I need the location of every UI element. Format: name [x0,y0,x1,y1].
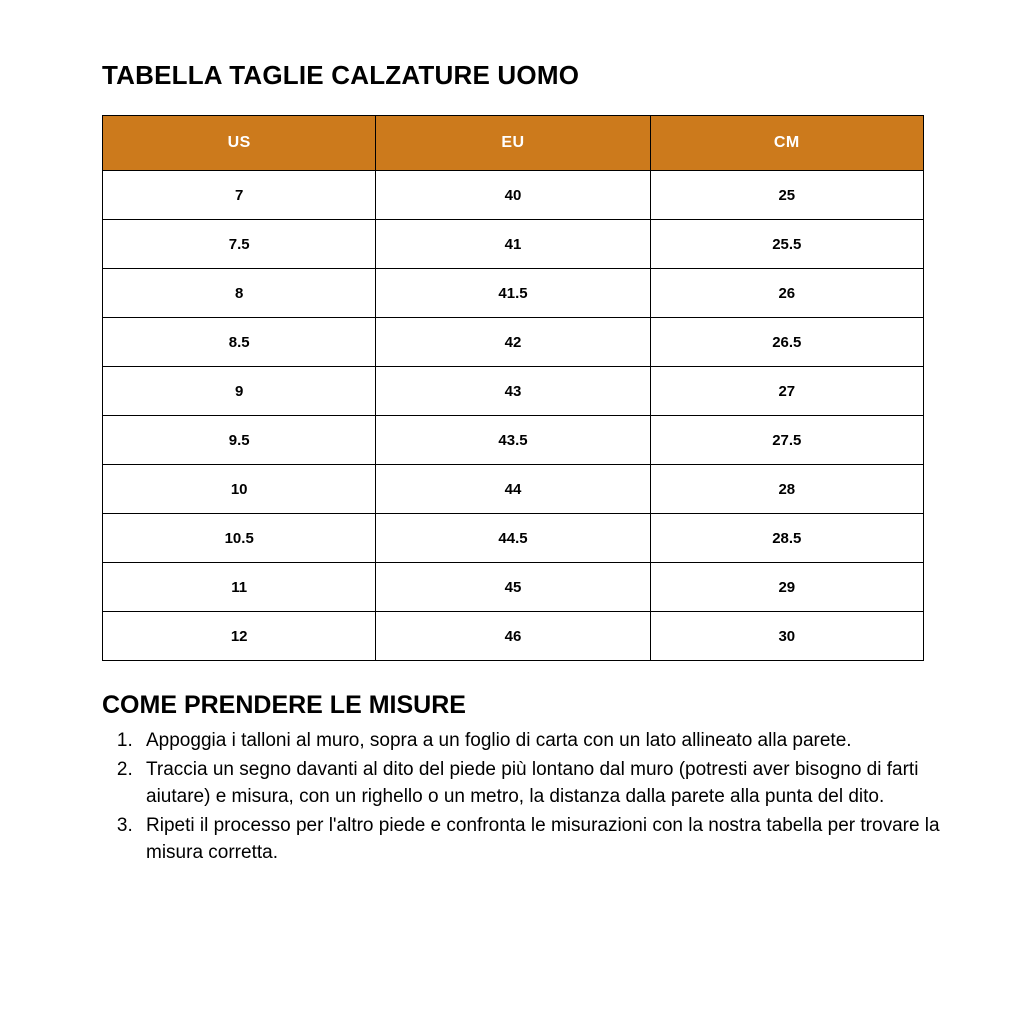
cell-us: 10.5 [103,514,376,563]
list-item: 3. Ripeti il processo per l'altro piede e confronta le misurazioni con la nostra tabella per trovare la misura corretta. [138,813,940,867]
table-row [103,563,924,612]
cell-us: 8 [103,269,376,318]
cell-eu: 44.5 [376,514,650,563]
cell-us: 11 [103,563,376,612]
cell-eu: 41.5 [376,269,650,318]
table-row [103,416,924,465]
cell-cm: 27.5 [650,416,923,465]
cell-eu: 46 [376,612,650,661]
cell-eu: 43.5 [376,416,650,465]
table-row [103,171,924,220]
table-row [103,220,924,269]
cell-cm: 28.5 [650,514,923,563]
cell-cm: 27 [650,367,923,416]
cell-us: 7 [103,171,376,220]
table-row [103,367,924,416]
page-title: TABELLA TAGLIE CALZATURE UOMO [102,60,580,90]
cell-eu: 44 [376,465,650,514]
table-row [103,465,924,514]
cell-cm: 30 [650,612,923,661]
cell-cm: 28 [650,465,923,514]
cell-eu: 42 [376,318,650,367]
table-row [103,612,924,661]
size-conversion-table [102,115,924,661]
table-row [103,514,924,563]
cell-cm: 25.5 [650,220,923,269]
instructions-title: COME PRENDERE LE MISURE [102,691,466,719]
table-header [103,116,924,171]
cell-cm: 26.5 [650,318,923,367]
cell-us: 7.5 [103,220,376,269]
table-header-row [103,116,924,171]
cell-cm: 29 [650,563,923,612]
cell-us: 10 [103,465,376,514]
instructions-list [102,728,940,867]
cell-us: 9 [103,367,376,416]
cell-us: 9.5 [103,416,376,465]
list-item: 1. Appoggia i talloni al muro, sopra a un foglio di carta con un lato allineato alla parete. [138,728,940,755]
table-row [103,269,924,318]
cell-cm: 26 [650,269,923,318]
cell-eu: 41 [376,220,650,269]
column-header-cm: CM [650,116,923,171]
table-row [103,318,924,367]
cell-us: 8.5 [103,318,376,367]
cell-cm: 25 [650,171,923,220]
column-header-eu: EU [376,116,650,171]
cell-eu: 45 [376,563,650,612]
column-header-us: US [103,116,376,171]
list-item: 2. Traccia un segno davanti al dito del piede più lontano dal muro (potresti aver bisogno di farti aiutare) e misura, con un righello o un metro, la distanza dalla parete alla punta del dito. [138,757,940,811]
cell-us: 12 [103,612,376,661]
cell-eu: 40 [376,171,650,220]
cell-eu: 43 [376,367,650,416]
table-body [103,171,924,661]
